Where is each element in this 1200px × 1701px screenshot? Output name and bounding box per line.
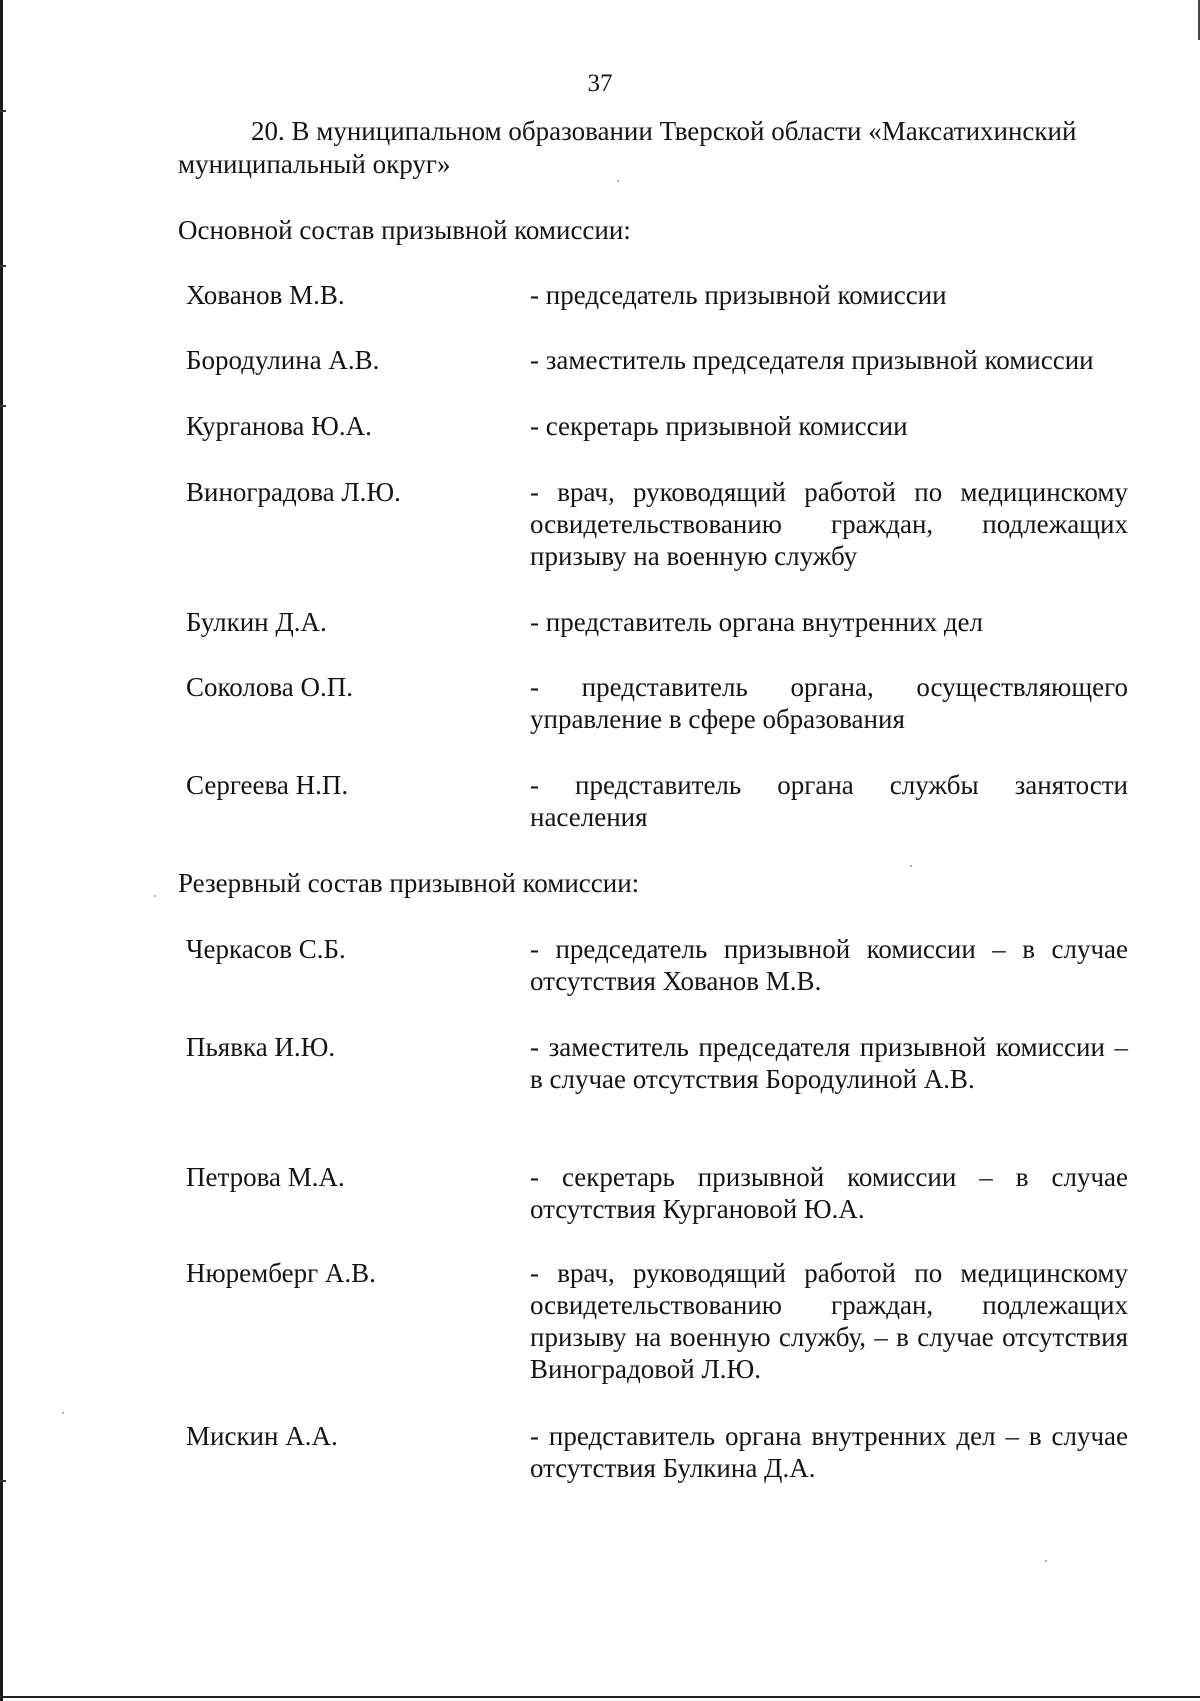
member-name: Виноградова Л.Ю. — [186, 477, 401, 507]
section-heading: 20. В муниципальном образовании Тверской области «Максатихинский муниципальный округ» — [178, 116, 1077, 179]
main-composition-title: Основной состав призывной комиссии: — [178, 215, 631, 245]
reserve-composition-title: Резервный состав призывной комиссии: — [178, 868, 640, 898]
scan-mark — [0, 110, 6, 112]
member-name: Соколова О.П. — [186, 672, 353, 702]
scan-mark — [0, 405, 6, 407]
member-name: Черкасов С.Б. — [186, 934, 346, 964]
member-name: Сергеева Н.П. — [186, 770, 349, 800]
scan-mark — [0, 265, 6, 267]
member-role: - представитель органа внутренних дел — [530, 607, 984, 637]
member-role: - заместитель председателя призывной комиссии — [530, 345, 1094, 375]
scan-speck — [154, 895, 156, 897]
member-role: - врач, руководящий работой по медицинскому освидетельствованию граждан, подлежащих призыву на военную службу, – в случае отсутствия Виноградовой Л.Ю. — [530, 1258, 1128, 1384]
member-role: - представитель органа службы занятости населения — [530, 770, 1128, 832]
scan-speck — [62, 1412, 64, 1414]
member-name: Курганова Ю.А. — [186, 411, 372, 441]
member-role: - представитель органа внутренних дел – в случае отсутствия Булкина Д.А. — [530, 1421, 1128, 1483]
member-role: - секретарь призывной комиссии — [530, 411, 908, 441]
scan-speck — [1045, 1560, 1047, 1562]
scan-edge-bottom — [0, 1696, 1200, 1698]
member-name: Нюремберг А.В. — [186, 1258, 376, 1288]
member-role: - председатель призывной комиссии – в случае отсутствия Хованов М.В. — [530, 934, 1128, 996]
scan-speck — [910, 865, 912, 867]
member-role: - заместитель председателя призывной комиссии – в случае отсутствия Бородулиной А.В. — [530, 1032, 1128, 1094]
member-role: - председатель призывной комиссии — [530, 280, 947, 310]
member-name: Мискин А.А. — [186, 1421, 338, 1451]
member-name: Пьявка И.Ю. — [186, 1032, 336, 1062]
scan-edge-left — [0, 0, 3, 1701]
member-role: - врач, руководящий работой по медицинскому освидетельствованию граждан, подлежащих призыву на военную службу — [530, 477, 1128, 571]
member-role: - представитель органа, осуществляющего управление в сфере образования — [530, 672, 1128, 734]
member-name: Бородулина А.В. — [186, 345, 380, 375]
page-number: 37 — [587, 70, 613, 97]
member-role: - секретарь призывной комиссии – в случае отсутствия Кургановой Ю.А. — [530, 1162, 1128, 1224]
member-name: Булкин Д.А. — [186, 607, 327, 637]
member-name: Петрова М.А. — [186, 1162, 345, 1192]
member-name: Хованов М.В. — [186, 280, 345, 310]
scan-mark — [0, 1480, 6, 1482]
